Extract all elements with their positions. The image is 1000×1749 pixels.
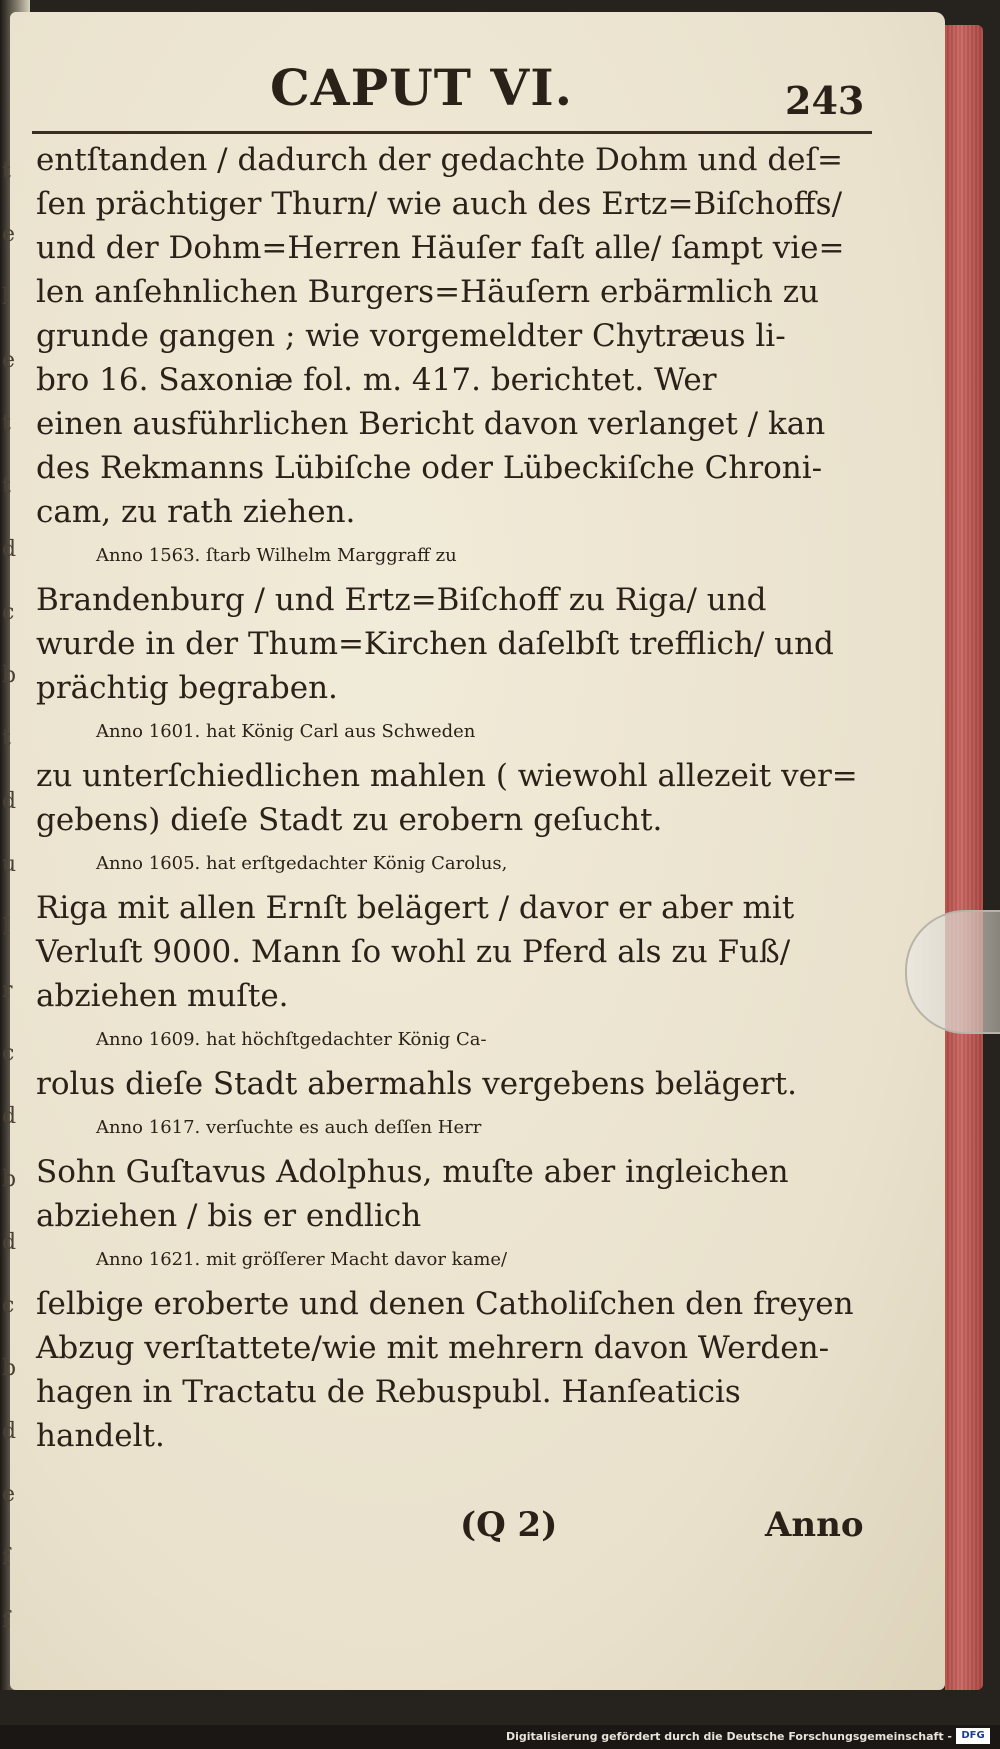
text-line: Abzug verſtattete/wie mit mehrern davon Werden- (36, 1330, 830, 1366)
text-line: rolus dieſe Stadt abermahls vergebens belägert. (36, 1066, 797, 1102)
header-rule (32, 131, 872, 134)
text-line: Brandenburg / und Ertz=Biſchoff zu Riga/ und (36, 582, 767, 618)
text-line: Sohn Guſtavus Adolphus, muſte aber ingleichen (36, 1154, 789, 1190)
text-line: Anno 1617. verſuchte es auch deſſen Herr (96, 1117, 482, 1138)
signature-mark: (Q 2) (460, 1505, 558, 1545)
catchword: Anno (765, 1505, 864, 1545)
page-edge-texture (945, 25, 983, 1690)
text-line: entſtanden / dadurch der gedachte Dohm und deſ= (36, 142, 843, 178)
facing-page-margin-text: t e l e t t d c b t d u I r c d b d c b d e f f (2, 159, 17, 1633)
text-line: Anno 1621. mit gröſſerer Macht davor kame/ (96, 1249, 508, 1270)
digitization-credit: Digitalisierung gefördert durch die Deutsche Forschungsgemeinschaft - (505, 1730, 952, 1743)
text-line: Anno 1605. hat erſtgedachter König Carolus, (96, 853, 508, 874)
text-line: zu unterſchiedlichen mahlen ( wiewohl allezeit ver= (36, 758, 858, 794)
page-number: 243 (785, 78, 865, 123)
dfg-logo: DFG (956, 1728, 990, 1744)
text-line: und der Dohm=Herren Häuſer faſt alle/ ſampt vie= (36, 230, 845, 266)
text-line: Verluſt 9000. Mann ſo wohl zu Pferd als zu Fuß/ (36, 934, 791, 970)
text-line: ſelbige eroberte und denen Catholiſchen den freyen (36, 1286, 854, 1322)
text-line: Anno 1609. hat höchſtgedachter König Ca- (96, 1029, 487, 1050)
text-line: hagen in Tractatu de Rebuspubl. Hanſeaticis (36, 1374, 741, 1410)
text-line: Riga mit allen Ernſt belägert / davor er aber mit (36, 890, 795, 926)
text-line: abziehen / bis er endlich (36, 1198, 422, 1234)
text-line: prächtig begraben. (36, 670, 338, 706)
text-line: gebens) dieſe Stadt zu erobern geſucht. (36, 802, 663, 838)
text-line: wurde in der Thum=Kirchen daſelbſt trefflich/ und (36, 626, 834, 662)
text-line: grunde gangen ; wie vorgemeldter Chytræus li- (36, 318, 786, 354)
text-line: len anſehnlichen Burgers=Häuſern erbärmlich zu (36, 274, 820, 310)
text-line: bro 16. Saxoniæ fol. m. 417. berichtet. Wer (36, 362, 717, 398)
text-line: handelt. (36, 1418, 165, 1454)
text-line: einen ausführlichen Bericht davon verlanget / kan (36, 406, 826, 442)
text-line: des Rekmanns Lübiſche oder Lübeckiſche Chroni- (36, 450, 823, 486)
text-line: cam, zu rath ziehen. (36, 494, 356, 530)
running-head: CAPUT VI. (270, 58, 573, 117)
text-line: Anno 1601. hat König Carl aus Schweden (96, 721, 476, 742)
text-line: abziehen muſte. (36, 978, 289, 1014)
text-line: ſen prächtiger Thurn/ wie auch des Ertz=Biſchoffs/ (36, 186, 843, 222)
text-line: Anno 1563. ſtarb Wilhelm Marggraff zu (96, 545, 457, 566)
